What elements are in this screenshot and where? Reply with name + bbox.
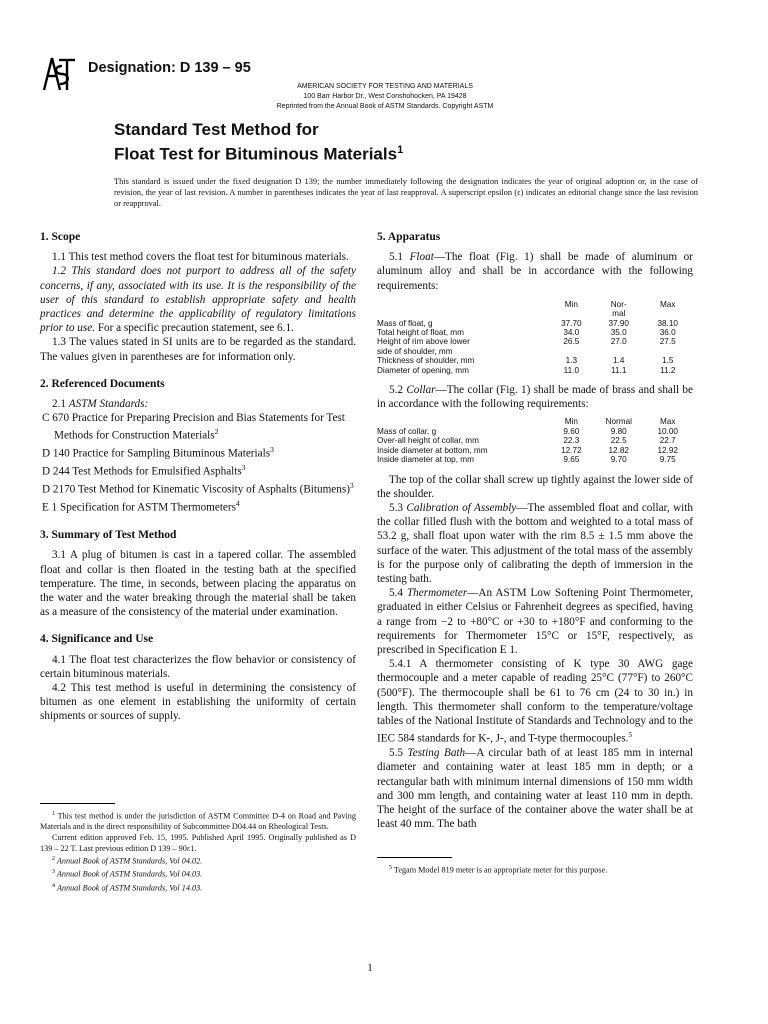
para-text: —The float (Fig. 1) shall be made of aluminum or aluminum alloy and shall be in accordance with the following requirements: (377, 251, 693, 292)
footnote-ref: 3 (241, 463, 246, 473)
cell-max: 36.0 (659, 328, 676, 338)
table-header-row (377, 300, 693, 319)
cell-min: 12.72 (561, 445, 582, 455)
table-row (377, 455, 693, 464)
para-text: —The collar (Fig. 1) shall be made of brass and shall be in accordance with the following requirements: (377, 384, 693, 411)
section-heading-summary: 3. Summary of Test Method (40, 529, 177, 542)
list-item (40, 497, 356, 515)
designation: Designation: D 139 – 95 (88, 60, 251, 76)
row-label: Diameter of opening, mm (377, 365, 469, 375)
footnote-text: Tegam Model 819 meter is an appropriate meter for this purpose. (392, 865, 608, 875)
paragraph-4-2: 4.2 This test method is useful in determining the consistency of bitumen as one element in establishing the uniformity of certain shipments or sources of supply. (40, 681, 356, 723)
float-requirements-table (377, 300, 693, 375)
para-num: 5.3 (389, 501, 407, 514)
para-num: 5.1 (389, 251, 410, 264)
paragraph-5-1 (377, 250, 693, 293)
row-label: Mass of collar, g (377, 426, 437, 436)
cell-normal: 37.90 (608, 318, 629, 328)
title-footnote-ref: 1 (397, 144, 404, 156)
footnotes-left (40, 803, 356, 894)
row-label: Over-all height of collar, mm (377, 436, 479, 446)
paragraph-1-3: 1.3 The values stated in SI units are to be regarded as the standard. The values given in parentheses are for information only. (40, 336, 356, 363)
header-cell: Max (659, 299, 676, 309)
paragraph-5-4-1 (377, 657, 693, 746)
table-row (377, 356, 693, 365)
section-heading-apparatus: 5. Apparatus (377, 231, 441, 243)
header-cell (377, 417, 548, 426)
header-cell: Max (659, 417, 676, 427)
ref-text: D 244 Test Methods for Emulsified Asphalts (42, 466, 242, 479)
para-title: Calibration of Assembly (406, 501, 517, 514)
ref-text: D 2170 Test Method for Kinematic Viscosity of Asphalts (Bitumens) (42, 483, 350, 496)
footnote-ref: 3 (349, 481, 354, 491)
cell-max: 12.92 (657, 445, 678, 455)
paragraph-5-2-note: The top of the collar shall screw up tightly against the lower side of the shoulder. (377, 473, 693, 500)
cell-min: 34.0 (563, 328, 580, 338)
footnote-text: Annual Book of ASTM Standards, Vol 04.02. (55, 856, 203, 866)
section-heading-referenced-documents: 2. Referenced Documents (40, 377, 165, 390)
right-column (377, 230, 693, 831)
para-num: 5.5 (389, 747, 408, 760)
cell-min: 37.70 (561, 318, 582, 328)
header-cell: Min (564, 417, 578, 427)
footnote-text: Annual Book of ASTM Standards, Vol 04.03. (55, 870, 203, 880)
astm-logo-mark (40, 52, 78, 94)
para-text: —A circular bath of at least 185 mm in internal diameter and containing water at least 185 mm in depth; or a rectangular bath with minimum internal dimensions of 150 mm width and 300 mm length, and containing water at least 110 mm in depth. The height of the surface of the container above the water shall be at least 40 mm. The bath (377, 747, 694, 831)
cell-max: 9.75 (659, 455, 676, 465)
list-item (40, 461, 356, 479)
paragraph-5-5 (377, 746, 693, 831)
astm-standards-label: ASTM Standards: (68, 398, 149, 411)
para-title: Thermometer (406, 587, 468, 600)
cell-max: 27.5 (659, 337, 676, 347)
table-row (377, 366, 693, 375)
para-num: 5.4 (389, 587, 407, 600)
para-title: Testing Bath (407, 747, 466, 760)
publisher-block (200, 82, 570, 112)
ref-text: C 670 Practice for Preparing Precision and Bias Statements for Test Methods for Construction Materials (42, 412, 345, 443)
footnote-text: Annual Book of ASTM Standards, Vol 14.03. (55, 883, 203, 893)
para-title: Float (409, 251, 434, 264)
collar-requirements-table (377, 417, 693, 464)
cell-max: 1.5 (662, 356, 674, 366)
cell-normal: 12.82 (608, 445, 629, 455)
row-label: Total height of float, mm (377, 328, 464, 338)
header-cell (377, 300, 548, 319)
cell-min: 1.3 (565, 356, 578, 366)
page-number: 1 (367, 962, 373, 974)
footnote-text: Current edition approved Feb. 15, 1995. Published April 1995. Originally published as D 139 – 22 T. Last previous edition D 139 – 90ε1. (40, 832, 356, 853)
footnote-5 (377, 863, 693, 876)
list-item (40, 443, 356, 461)
table-header-row (377, 417, 693, 426)
cell-min: 26.5 (563, 337, 580, 347)
footnote-ref: 5 (628, 730, 633, 740)
cell-normal: 9.80 (610, 426, 627, 436)
safety-statement: 1.2 This standard does not purport to address all of the safety concerns, if any, associated with its use. It is the responsibility of the user of this standard to establish appropriate safety and health practices and determine the applicability of regulatory limitations prior to use. (40, 265, 356, 335)
paragraph-2-1 (40, 397, 356, 411)
title-line-2 (114, 140, 403, 165)
footnote-3 (40, 867, 356, 880)
cell-min: 11.0 (563, 365, 579, 375)
footnote-number: 2 (52, 856, 55, 863)
title-line-1: Standard Test Method for (114, 120, 319, 139)
issuance-note: This standard is issued under the fixed designation D 139; the number immediately following the designation indicates the year of original adoption or, in the case of revision, the year of last revision. A number in parentheses indicates the year of last reapproval. A superscript epsilon (ϵ) indicates an editorial change since the last revision or reapproval. (114, 177, 698, 209)
section-heading-significance: 4. Significance and Use (40, 633, 154, 646)
paragraph-1-1: 1.1 This test method covers the float test for bituminous materials. (52, 251, 349, 264)
cell-max: 10.00 (657, 426, 678, 436)
paragraph-5-2 (377, 383, 693, 411)
paragraph-3-1: 3.1 A plug of bitumen is cast in a tapered collar. The assembled float and collar is then floated in the testing bath at the specified temperature. The time, in seconds, between placing the apparatus on the water and the water breaking through the material shall be taken as a measure of the consistency of the material under examination. (40, 549, 356, 619)
table-row (377, 427, 693, 436)
publisher-address: 100 Barr Harbor Dr., West Conshohocken, PA 19428 (303, 93, 467, 100)
header-cell: Nor- mal (610, 299, 627, 319)
header-cell: Min (564, 299, 578, 309)
footnote-1-edition (40, 833, 356, 854)
astm-logo (40, 52, 78, 94)
table-row (377, 436, 693, 445)
cell-max: 22.7 (659, 436, 676, 446)
footnote-ref: 2 (214, 427, 219, 437)
cell-normal: 9.70 (610, 455, 627, 465)
document-title (114, 120, 403, 165)
row-label: Height of rim above lower side of shoulder, mm (377, 337, 470, 356)
paragraph-4-1: 4.1 The float test characterizes the flow behavior or consistency of certain bituminous materials. (40, 653, 356, 680)
referenced-standards-list (40, 411, 356, 515)
cell-max: 38.10 (657, 318, 678, 328)
paragraph-5-4 (377, 586, 693, 657)
footnote-number: 3 (52, 869, 55, 876)
table-row (377, 319, 693, 328)
footnotes-right (377, 857, 693, 876)
section-heading-scope: 1. Scope (40, 231, 81, 243)
list-item (40, 411, 356, 443)
footnote-number: 4 (52, 882, 55, 889)
cell-normal: 11.1 (611, 365, 627, 375)
footnote-1 (40, 809, 356, 833)
cell-min: 9.65 (563, 455, 580, 465)
row-label: Thickness of shoulder, mm (377, 356, 475, 366)
row-label: Inside diameter at top, mm (377, 455, 474, 465)
paragraph-5-3 (377, 501, 693, 586)
table-row (377, 446, 693, 455)
table-row (377, 337, 693, 356)
footnote-2 (40, 854, 356, 867)
footnote-text: This test method is under the jurisdiction of ASTM Committee D-4 on Road and Paving Materials and is the direct responsibility of Subcommittee D04.44 on Rheological Tests. (40, 811, 356, 832)
footnote-ref: 3 (270, 445, 274, 455)
ref-text: E 1 Specification for ASTM Thermometers (42, 501, 236, 514)
title-text: Float Test for Bituminous Materials (114, 144, 398, 164)
paragraph-1-2 (40, 264, 356, 335)
row-label: Inside diameter at bottom, mm (377, 445, 488, 455)
cell-normal: 35.0 (610, 328, 627, 338)
footnote-4 (40, 881, 356, 894)
footnote-ref: 4 (235, 499, 240, 509)
publisher-name: AMERICAN SOCIETY FOR TESTING AND MATERIALS (297, 83, 473, 90)
reprint-notice: Reprinted from the Annual Book of ASTM Standards. Copyright ASTM (276, 103, 494, 110)
row-label: Mass of float, g (377, 318, 433, 328)
cell-normal: 27.0 (610, 337, 627, 347)
para-text: 5.4.1 A thermometer consisting of K type 30 AWG gage thermocouple and a meter capable of reading 25°C (77°F) to 260°C (500°F). The thermocouple shall be 61 to 76 cm (24 to 30 in.) in length. This thermometer shall conform to the temperature/voltage tables of the National Institute of Standards and Technology and to the IEC 584 standards for K-, J-, and T-type thermocouples. (377, 658, 693, 745)
paragraph-2-1-num: 2.1 (52, 398, 69, 411)
table-row (377, 328, 693, 337)
cell-normal: 22.5 (610, 436, 627, 446)
cell-min: 9.60 (563, 426, 580, 436)
para-text: —The assembled float and collar, with the collar filled flush with the bottom and weighted to a total mass of 53.2 g, shall float upon water with the rim 8.5 ± 1.5 mm above the surface of the water. This adjustment of the total mass of the assembly is for the purpose only of calibrating the depth of immersion in the testing bath. (377, 501, 693, 585)
para-title: Collar (406, 384, 436, 397)
footnote-number: 5 (389, 865, 392, 871)
cell-min: 22.3 (563, 436, 580, 446)
footnote-number: 1 (52, 811, 55, 817)
left-column (40, 230, 356, 724)
para-text: —An ASTM Low Softening Point Thermometer, graduated in either Celsius or Fahrenheit degrees as specified, having a range from −2 to +80°C or +30 to +180°F and conforming to the requirements for Thermometer 15°C or 15°F, respectively, as prescribed in Specification E 1. (377, 587, 694, 656)
ref-text: D 140 Practice for Sampling Bituminous Materials (42, 448, 271, 461)
list-item (40, 479, 356, 497)
safety-statement-rest: For a specific precaution statement, see 6.1. (95, 322, 294, 335)
para-num: 5.2 (389, 384, 407, 397)
header-cell: Normal (605, 417, 632, 427)
cell-max: 11.2 (660, 365, 676, 375)
cell-normal: 1.4 (613, 356, 625, 366)
